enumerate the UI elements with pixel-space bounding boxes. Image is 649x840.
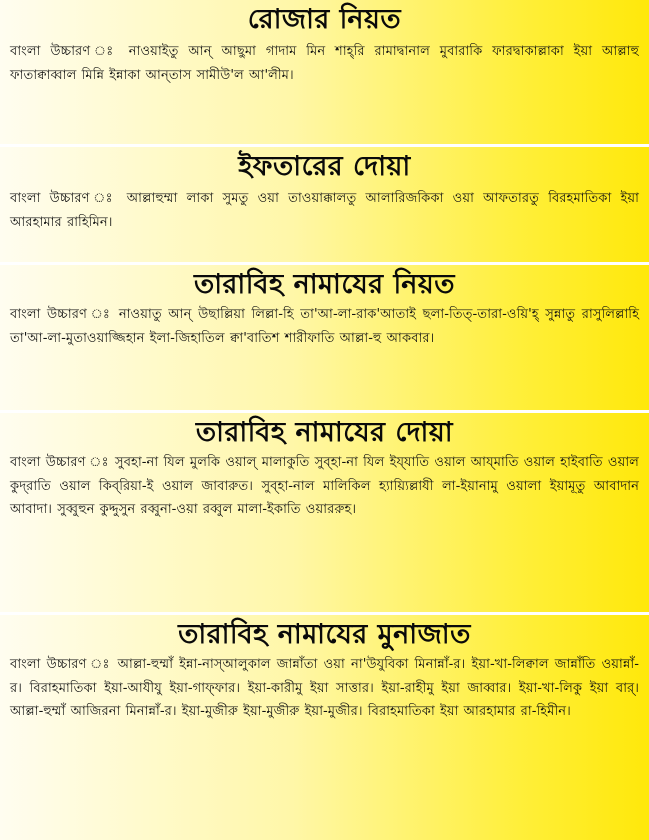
section-title: তারাবিহ নামাযের মুনাজাত (178, 619, 471, 650)
section-tarawih-dua (0, 413, 649, 615)
section-tarawih-munajat (0, 615, 649, 840)
section-title: ইফতারের দোয়া (238, 151, 411, 182)
section-body: বাংলা উচ্চারণ ঃ আল্লাহুম্মা লাকা সুমতু ওয়া তাওয়াক্কালতু আলারিজকিকা ওয়া আফতারতু বিরহমাতিকা ইয়া আরহামার রাহিমিন। (10, 191, 639, 230)
section-tarawih-niyat (0, 265, 649, 413)
section-body: বাংলা উচ্চারণ ঃ নাওয়াতু আন্‌ উছাল্লিয়া লিল্লা-হি তা'আ-লা-রাক'আতাই ছলা-তিত্‌-তারা-ওয়ি'হ্‌ সুন্নাতু রাসুলিল্লাহি তা'আ-লা-মুতাওয়াজ্জিহান ইলা-জিহাতিল ক্বা'বাতিশ শারীফাতি আল্লা-হু আকবার। (10, 307, 639, 346)
section-body: বাংলা উচ্চারণ ঃ সুবহা-না যিল মুলকি ওয়াল্‌ মালাকুতি সুব্‌হা-না যিল ইয্‌যাতি ওয়াল আয্‌মাতি ওয়াল হাইবাতি ওয়াল কুদ্‌রাতি ওয়াল কিব্‌রিয়া-ই ওয়াল জাবারুত। সুব্‌হা-নাল মালিকিল হ্যায়্যিল্লাযী লা-ইয়ানামু ওয়ালা ইয়ামূতু আবাদান আবাদা। সুব্বুহুন কুদ্দুসুন রব্বুনা-ওয়া রব্বুল মালা-ইকাতি ওয়াররুহ। (10, 455, 639, 518)
section-roza-niyat (0, 0, 649, 147)
section-title: তারাবিহ নামাযের দোয়া (195, 417, 454, 448)
section-body: বাংলা উচ্চারণ ঃ আল্লা-হুম্মাঁ ইন্না-নাস্‌আলুকাল জান্নাঁতা ওয়া না'উযুবিকা মিনান্নাঁ-র। ইয়া-খা-লিক্বাল জান্নাঁতি ওয়ান্নাঁ-র। বিরাহমাতিকা ইয়া-আযীযু ইয়া-গাফ্‌ফার। ইয়া-কারীমু ইয়া সাত্তার। ইয়া-রাহীমু ইয়া জাব্বার। ইয়া-খা-লিকু ইয়া বার্‌। আল্লা-হুম্মাঁ আজিরনা মিনান্নাঁ-র। ইয়া-মুজীরু ইয়া-মুজীরু ইয়া-মুজীর। বিরাহমাতিকা ইয়া আরহামার রা-হিমীন। (10, 657, 639, 720)
section-body: বাংলা উচ্চারণ ঃ নাওয়াইতু আন্‌ আছুমা গাদাম মিন শাহ্‌রি রামাদ্বানাল মুবারাকি ফারদ্বাকাল্লাকা ইয়া আল্লাহু ফাতাক্বাব্বাল মিন্নি ইন্নাকা আন্‌তাস সামীউ'ল আ'লীম। (10, 44, 639, 83)
section-iftar-dua (0, 147, 649, 265)
section-title: রোজার নিয়ত (247, 4, 402, 35)
section-title: তারাবিহ নামাযের নিয়ত (193, 269, 456, 300)
